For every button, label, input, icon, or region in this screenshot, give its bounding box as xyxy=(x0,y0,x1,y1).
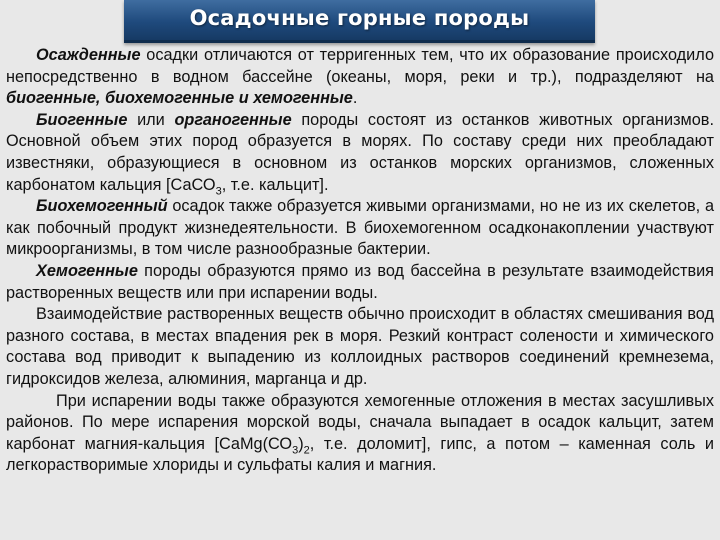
paragraph-text: , т.е. кальцит]. xyxy=(221,175,329,194)
paragraph-text: осадки отличаются от терригенных тем, что их образование происходило непосредственно в водном бассейне (океаны, моря, реки и тр.), подразделяют на xyxy=(6,46,714,86)
subscript: 3 xyxy=(292,443,299,456)
paragraph-isparenie xyxy=(6,391,714,477)
subscript: 3 xyxy=(215,184,222,197)
subscript: 2 xyxy=(303,443,310,456)
paragraph-text: породы состоят из останков животных организмов. Основной объем этих пород образуется в морях. По составу среди них преобладают известняки, образующиеся в основном из останков морских организмов, сложенных карбонатом кальция [СаСО xyxy=(6,110,714,194)
paragraph-biokhemogennyi xyxy=(6,196,714,261)
paragraph-vzaimodeistvie xyxy=(6,304,714,390)
paragraph-text: породы образуются прямо из вод бассейна в результате взаимодействия растворенных веществ или при испарении воды. xyxy=(6,261,714,302)
paragraph-biogennye xyxy=(6,110,714,196)
paragraph-text: ) xyxy=(298,434,304,453)
page-title: Осадочные горные породы xyxy=(189,6,530,30)
term-list: биогенные, биохемогенные и хемогенные xyxy=(6,89,353,108)
paragraph-text: При испарении воды также образуются хемогенные отложения в местах засушливых районов. По мере испарения морской воды, сначала выпадает в осадок кальцит, затем карбонат магния-кальция [Са xyxy=(6,391,714,453)
term-osazhdennye: Осажденные xyxy=(36,46,141,64)
term-khemogennye: Хемогенные xyxy=(36,261,138,280)
term-biokhemogennyi: Биохемогенный xyxy=(36,197,168,216)
paragraph-text: или xyxy=(127,110,175,129)
paragraph-text: Взаимодействие растворенных веществ обычно происходит в областях смешивания вод разного состава, в местах впадения рек в моря. Резкий контраст солености и химического состава вод приводит к выпадению из коллоидных растворов соединений кремнезема, гидроксидов железа, алюминия, марганца и др. xyxy=(6,305,714,388)
term-biogennye: Биогенные xyxy=(36,110,128,129)
paragraph-text: осадок также образуется живыми организмами, но не из их скелетов, а как побочный продукт жизнедеятельности. В биохемогенном осадконакоплении участвуют микроорганизмы, в том числе разнообразные бактерии. xyxy=(6,197,714,259)
body-text xyxy=(6,45,714,477)
term-organogennye: органогенные xyxy=(174,110,292,129)
paragraph-text: Мg(СО xyxy=(239,434,293,453)
paragraph-osazhdennye xyxy=(6,45,714,110)
title-bar xyxy=(124,0,595,43)
paragraph-text: , т.е. доломит], гипс, а потом – каменная соль и легкорастворимые хлориды и сульфаты калия и магния. xyxy=(6,434,715,475)
paragraph-text: . xyxy=(352,89,358,108)
paragraph-khemogennye xyxy=(6,261,714,304)
